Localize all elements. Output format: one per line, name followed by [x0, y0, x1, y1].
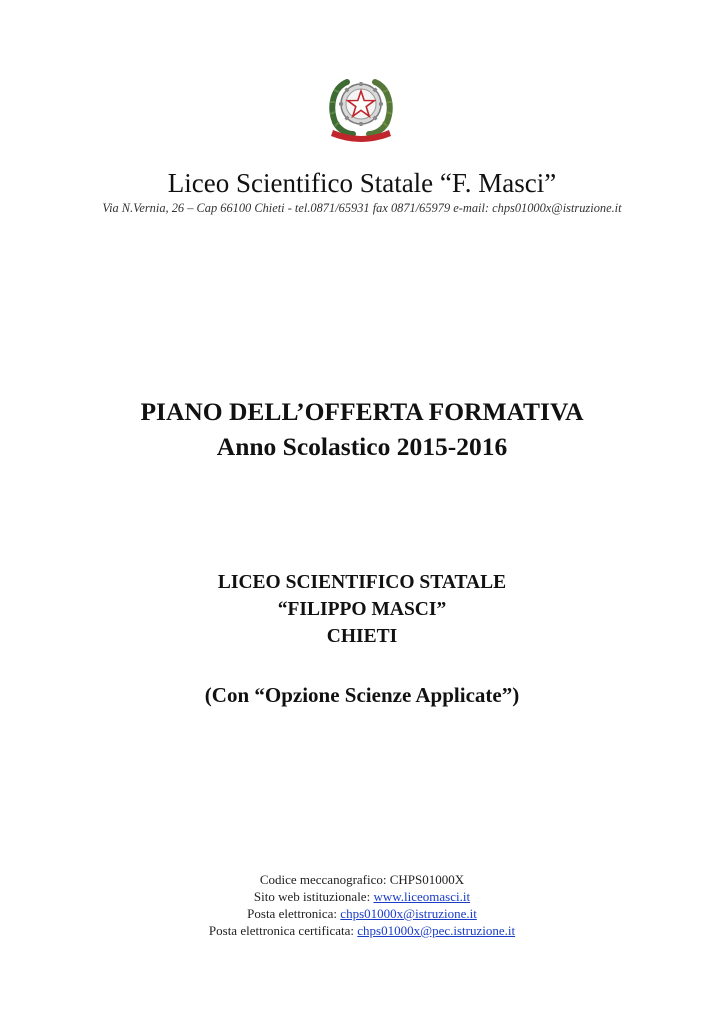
- footer-email: [0, 905, 724, 922]
- footer-website-label: Sito web istituzionale:: [253, 889, 374, 904]
- document-title: PIANO DELL’OFFERTA FORMATIVA: [140, 397, 584, 426]
- footer-email-label: Posta elettronica:: [247, 906, 341, 921]
- footer-website: [0, 888, 724, 905]
- italian-republic-emblem-icon: [327, 70, 395, 142]
- school-address: Via N.Vernia, 26 – Cap 66100 Chieti - tel.0871/65931 fax 0871/65979 e-mail: chps01000x@istruzione.it: [102, 201, 622, 215]
- school-year: Anno Scolastico 2015-2016: [216, 432, 508, 461]
- footer-pec-label: Posta elettronica certificata:: [208, 923, 358, 938]
- footer-pec: [0, 922, 724, 939]
- option-line: (Con “Opzione Scienze Applicate”): [204, 683, 520, 707]
- school-name-line-1: LICEO SCIENTIFICO STATALE: [217, 572, 507, 593]
- footer-code-value: CHPS01000X: [389, 872, 465, 887]
- school-name-line-2: “FILIPPO MASCI”: [277, 599, 447, 620]
- pec-email-link[interactable]: chps01000x@pec.istruzione.it: [357, 923, 516, 938]
- footer-code-label: Codice meccanografico:: [259, 872, 390, 887]
- footer-code: [0, 871, 724, 888]
- school-city-line: CHIETI: [326, 626, 398, 647]
- school-title: Liceo Scientifico Statale “F. Masci”: [167, 168, 557, 198]
- website-link[interactable]: www.liceomasci.it: [373, 889, 471, 904]
- email-link[interactable]: chps01000x@istruzione.it: [340, 906, 477, 921]
